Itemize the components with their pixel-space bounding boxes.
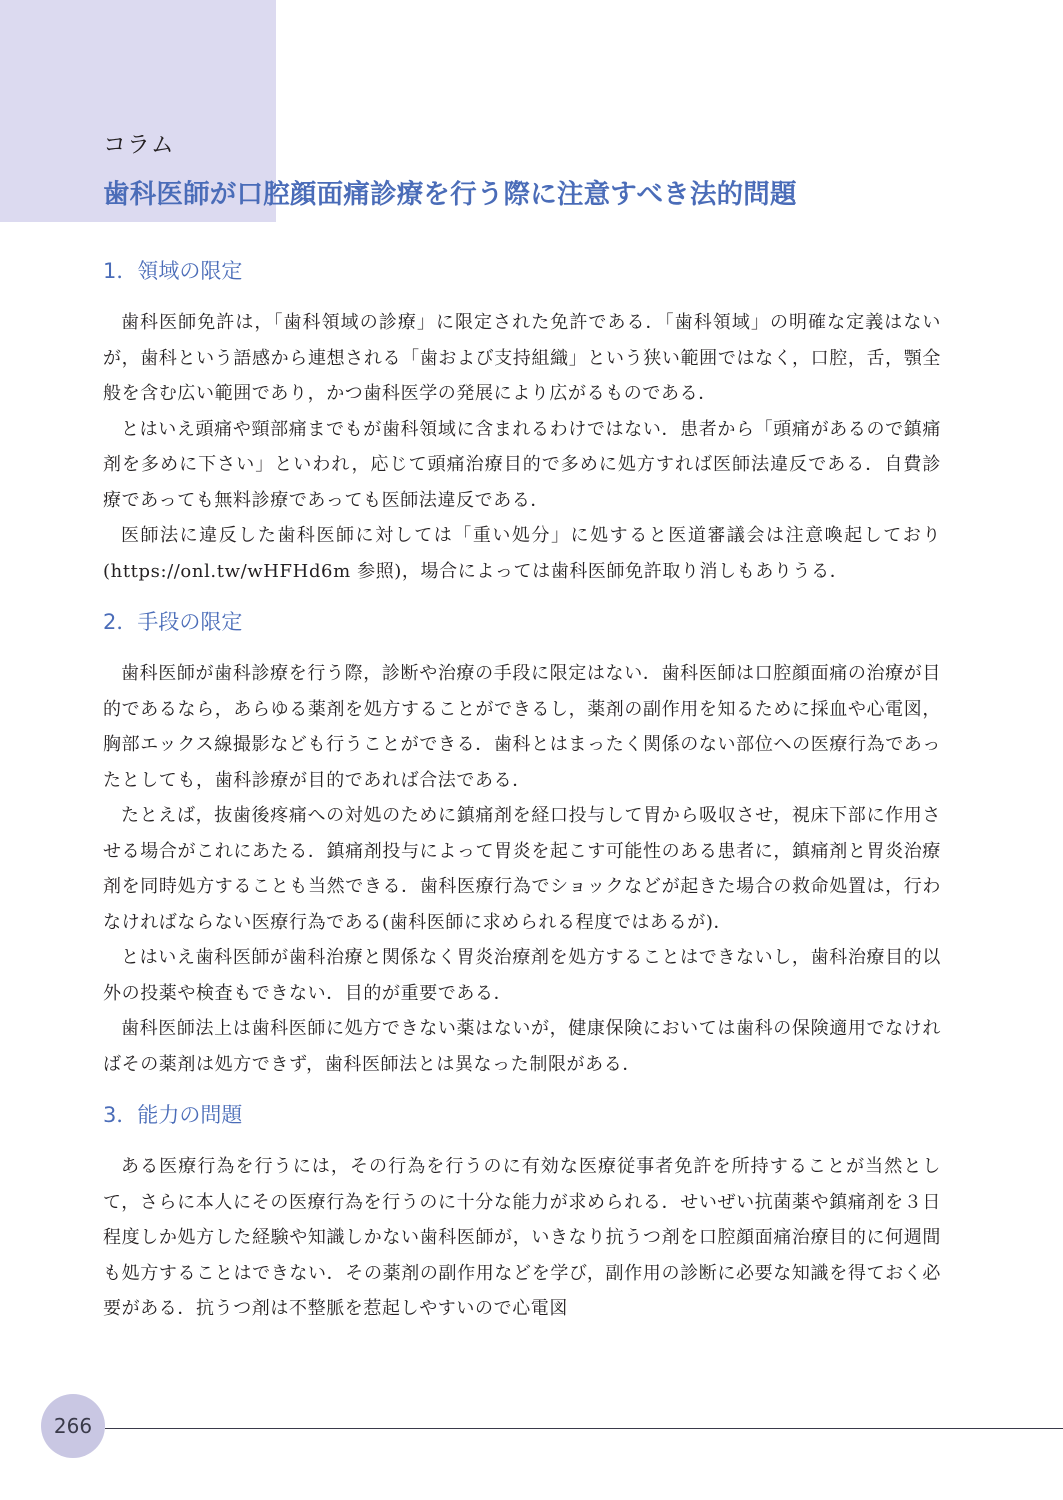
section-ability-problem [103, 1098, 941, 1327]
paragraph: ある医療行為を行うには，その行為を行うのに有効な医療従事者免許を所持することが当然として，さらに本人にその医療行為を行うのに十分な能力が求められる．せいぜい抗菌薬や鎮痛剤を３日程度しか処方した経験や知識しかない歯科医師が，いきなり抗うつ剤を口腔顔面痛治療目的に何週間も処方することはできない．その薬剤の副作用などを学び，副作用の診断に必要な知識を得ておく必要がある．抗うつ剤は不整脈を惹起しやすいので心電図 [103, 1156, 941, 1319]
section-heading: 1．領域の限定 [103, 259, 243, 283]
column-label: コラム [103, 132, 175, 158]
section-heading: 2．手段の限定 [103, 610, 243, 634]
footer-rule [105, 1428, 1063, 1429]
column-title: 歯科医師が口腔顔面痛診療を行う際に注意すべき法的問題 [103, 179, 797, 210]
paragraph: 歯科医師が歯科診療を行う際，診断や治療の手段に限定はない．歯科医師は口腔顔面痛の治療が目的であるなら，あらゆる薬剤を処方することができるし，薬剤の副作用を知るために採血や心電図，胸部エックス線撮影なども行うことができる．歯科とはまったく関係のない部位への医療行為であったとしても，歯科診療が目的であれば合法である． [103, 663, 941, 791]
paragraph: とはいえ歯科医師が歯科治療と関係なく胃炎治療剤を処方することはできないし，歯科治療目的以外の投薬や検査もできない．目的が重要である． [103, 947, 941, 1004]
section-heading: 3．能力の問題 [103, 1103, 243, 1127]
paragraph: とはいえ頭痛や頸部痛までもが歯科領域に含まれるわけではない．患者から「頭痛があるので鎮痛剤を多めに下さい」といわれ，応じて頭痛治療目的で多めに処方すれば医師法違反である．自費診療であっても無料診療であっても医師法違反である． [103, 418, 941, 511]
paragraph: 医師法に違反した歯科医師に対しては「重い処分」に処すると医道審議会は注意喚起しており(https://onl.tw/wHFHd6m 参照)，場合によっては歯科医師免許取り消しもありうる． [103, 525, 941, 582]
page-number: 266 [53, 1414, 93, 1438]
section-means-limitation [103, 605, 941, 1082]
article-body [103, 254, 941, 1327]
section-domain-limitation [103, 254, 941, 589]
paragraph: たとえば，抜歯後疼痛への対処のために鎮痛剤を経口投与して胃から吸収させ，視床下部に作用させる場合がこれにあたる．鎮痛剤投与によって胃炎を起こす可能性のある患者に，鎮痛剤と胃炎治療剤を同時処方することも当然できる．歯科医療行為でショックなどが起きた場合の救命処置は，行わなければならない医療行為である(歯科医師に求められる程度ではあるが)． [103, 805, 941, 933]
paragraph: 歯科医師免許は，「歯科領域の診療」に限定された免許である．「歯科領域」の明確な定義はないが，歯科という語感から連想される「歯および支持組織」という狭い範囲ではなく，口腔，舌，顎全般を含む広い範囲であり，かつ歯科医学の発展により広がるものである． [103, 312, 941, 404]
paragraph: 歯科医師法上は歯科医師に処方できない薬はないが，健康保険においては歯科の保険適用でなければその薬剤は処方できず，歯科医師法とは異なった制限がある． [103, 1018, 941, 1075]
